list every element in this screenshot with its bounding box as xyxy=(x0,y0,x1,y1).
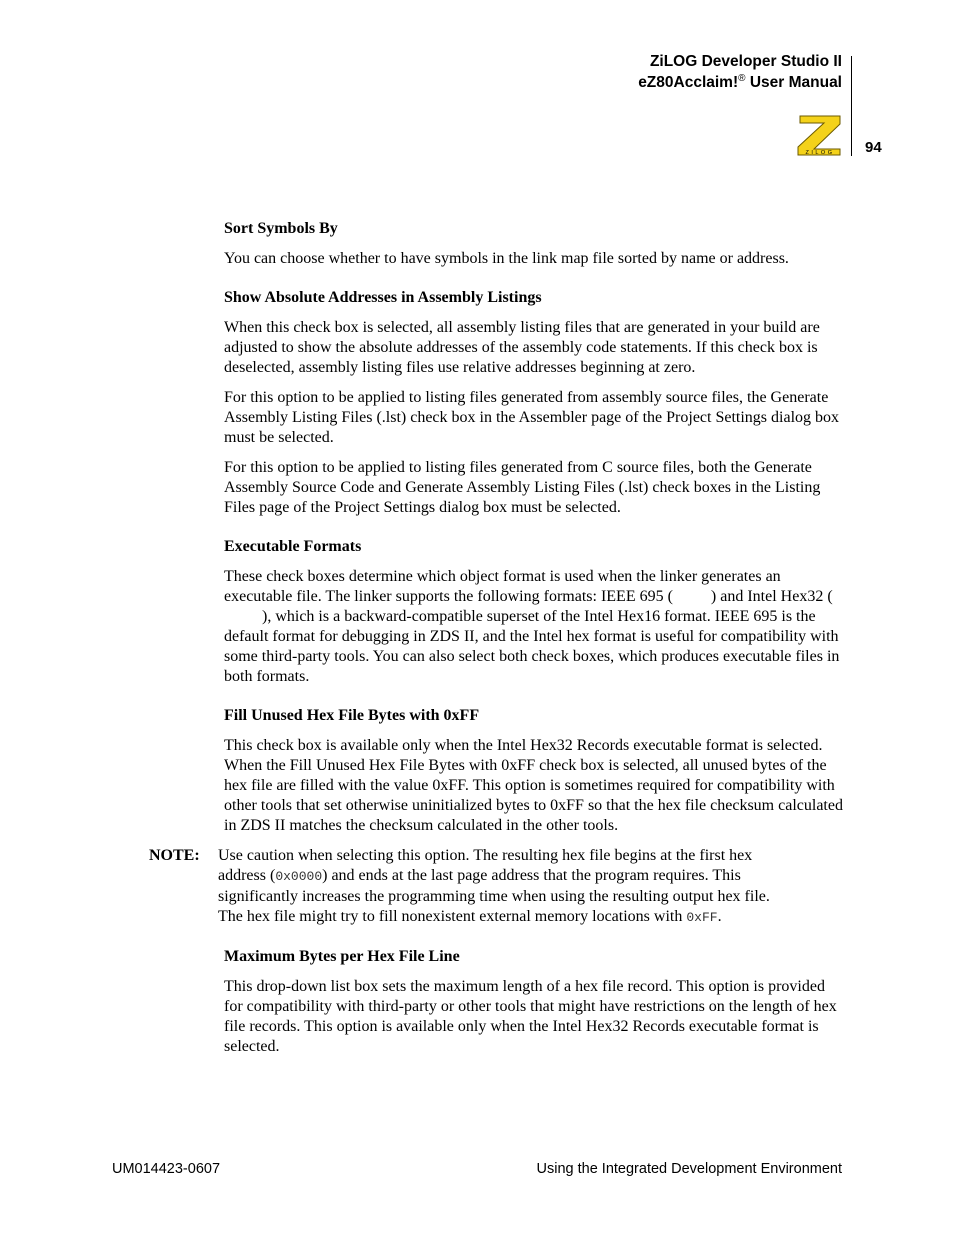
page-body xyxy=(149,219,844,1067)
footer-chapter: Using the Integrated Development Environment xyxy=(536,1161,842,1177)
heading-maximum-bytes: Maximum Bytes per Hex File Line xyxy=(224,948,460,965)
paragraph: This check box is available only when the Intel Hex32 Records executable format is selected. When the Fill Unused Hex File Bytes with 0xFF check box is selected, all unused bytes of the hex file are filled with the value 0xFF. This option is sometimes required for compatibility with other tools that set otherwise uninitialized bytes to 0xFF so that the hex file checksum calculated in ZDS II matches the checksum calculated in the other tools. xyxy=(224,737,843,834)
manual-title: ZiLOG Developer Studio II xyxy=(649,53,842,70)
text-run: . xyxy=(717,908,722,925)
paragraph: For this option to be applied to listing files generated from assembly source files, the Generate Assembly Listing Files (.lst) check box in the Assembler page of the Project Settings dialog box must be selected. xyxy=(224,389,840,446)
page-number: 94 xyxy=(865,139,882,156)
manual-subtitle-suffix: User Manual xyxy=(745,74,842,91)
heading-absolute-addresses: Show Absolute Addresses in Assembly Listings xyxy=(224,289,542,306)
registered-mark: ® xyxy=(738,73,746,84)
heading-fill-unused: Fill Unused Hex File Bytes with 0xFF xyxy=(224,707,480,724)
text-run: ) and Intel Hex32 ( xyxy=(710,588,833,605)
footer-doc-id: UM014423-0607 xyxy=(112,1161,221,1177)
paragraph: When this check box is selected, all assembly listing files that are generated in your build are adjusted to show the absolute addresses of the assembly code statements. If this check box is deselected, assembly listing files use relative addresses beginning at zero. xyxy=(224,319,820,376)
note-label: NOTE: xyxy=(149,847,200,864)
paragraph: This drop-down list box sets the maximum length of a hex file record. This option is provided for compatibility with third-party or other tools that might have restrictions on the length of hex file records. This option is available only when the Intel Hex32 Records executable format is selected. xyxy=(224,978,837,1055)
logo-wordmark: ZILOG xyxy=(805,150,835,156)
text-run: These check boxes determine which object format is used when the linker generates an executable file. The linker supports the following formats: IEEE 695 ( xyxy=(224,568,781,605)
text-run: Use caution when selecting this option. The resulting hex file begins at the first hex address ( xyxy=(218,847,753,884)
heading-sort-symbols: Sort Symbols By xyxy=(224,220,338,237)
paragraph xyxy=(224,567,844,687)
code-inline: 0xFF xyxy=(686,910,718,925)
note-text xyxy=(218,846,786,928)
product-name: eZ80Acclaim! xyxy=(638,74,739,91)
manual-subtitle xyxy=(638,73,842,92)
text-run: ) and ends at the last page address that the program requires. This significantly increases the programming time when using the resulting output hex file. The hex file might try to fill nonexistent external memory locations with xyxy=(218,867,770,925)
paragraph: For this option to be applied to listing files generated from C source files, both the Generate Assembly Source Code and Generate Assembly Listing Files (.lst) check boxes in the Listing Files page of the Project Settings dialog box must be selected. xyxy=(224,459,821,516)
paragraph: You can choose whether to have symbols in the link map file sorted by name or address. xyxy=(224,250,789,267)
note-block xyxy=(149,846,789,928)
code-inline: 0x0000 xyxy=(275,869,323,884)
text-run: ), which is a backward-compatible superset of the Intel Hex16 format. IEEE 695 is the default format for debugging in ZDS II, and the Intel hex format is useful for compatibility with some third-party tools. You can also select both check boxes, which produces executable files in both formats. xyxy=(224,608,840,685)
heading-executable-formats: Executable Formats xyxy=(224,538,362,555)
header-divider xyxy=(851,56,852,156)
